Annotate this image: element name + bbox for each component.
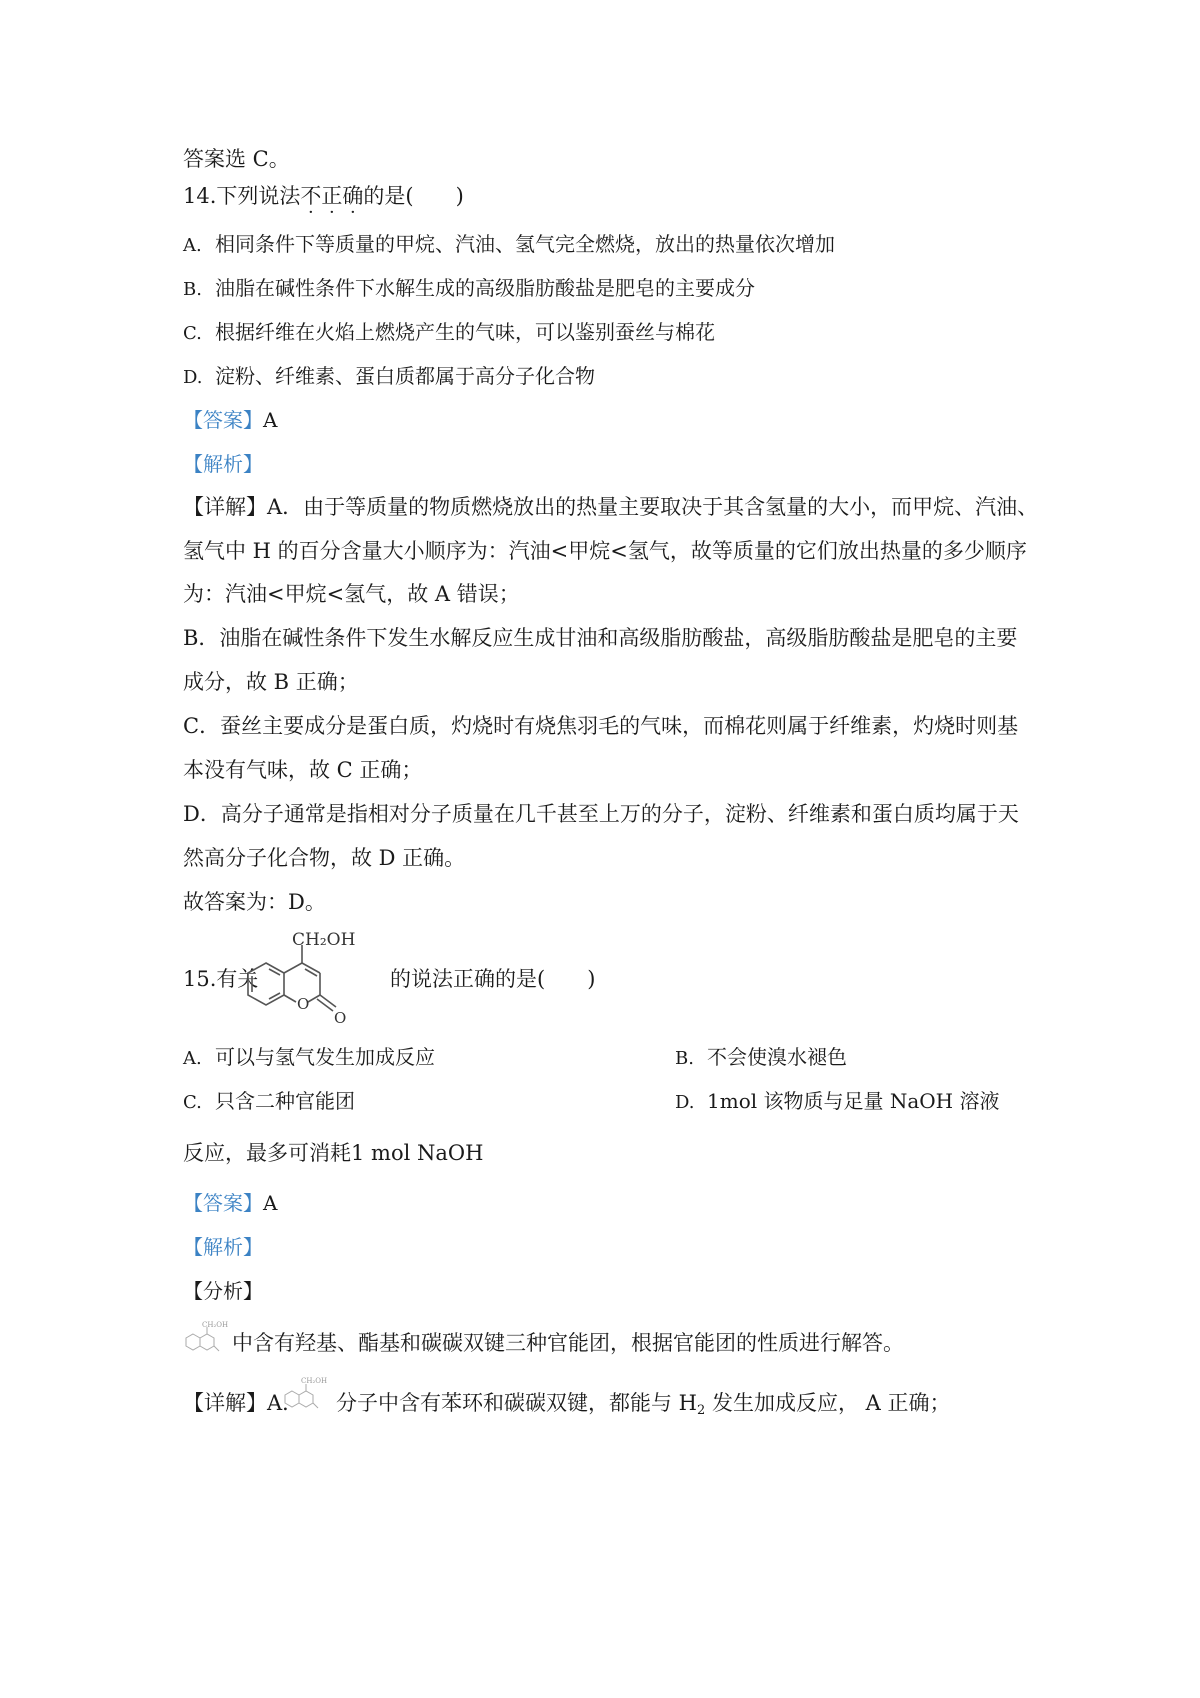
- q15-detail-text: [336, 1390, 950, 1424]
- q14-detail-line: 成分，故 B 正确；: [183, 670, 359, 694]
- q14-final-answer: 故答案为：D。: [183, 890, 326, 914]
- option-text: 可以与氢气发生加成反应: [215, 1045, 435, 1069]
- q14-analysis-tag: 【解析】: [183, 452, 263, 476]
- question-14-stem: [183, 183, 464, 209]
- option-key: C.: [183, 1092, 202, 1113]
- option-key: A.: [183, 1048, 202, 1069]
- option-text: 淀粉、纤维素、蛋白质都属于高分子化合物: [215, 364, 595, 388]
- q14-detail-line: B．油脂在碱性条件下发生水解反应生成甘油和高级脂肪酸盐，高级脂肪酸盐是肥皂的主要: [183, 626, 1018, 650]
- answer-tag: 【答案】: [183, 1191, 263, 1215]
- option-key: D.: [675, 1092, 695, 1113]
- q14-detail-line: C．蚕丝主要成分是蛋白质，灼烧时有烧焦羽毛的气味，而棉花则属于纤维素，灼烧时则基: [183, 714, 1019, 738]
- ring-oxygen-label: O: [297, 995, 310, 1013]
- q14-option-b: [183, 275, 755, 303]
- q14-detail-line: 为：汽油<甲烷<氢气，故 A 错误；: [183, 582, 520, 606]
- q14-option-d: [183, 363, 595, 391]
- q14-answer: [183, 407, 277, 433]
- emphasis-char: 不: [300, 184, 322, 208]
- q15-fenxi-tag: 【分析】: [183, 1279, 263, 1303]
- svg-text:CH₂OH: CH₂OH: [301, 1377, 328, 1385]
- option-text: 不会使溴水褪色: [707, 1045, 847, 1069]
- q15-option-b: [675, 1044, 847, 1072]
- q15-option-c: [183, 1088, 355, 1116]
- option-text: 相同条件下等质量的甲烷、汽油、氢气完全燃烧，放出的热量依次增加: [215, 232, 835, 256]
- option-key: B.: [675, 1048, 694, 1069]
- q15-fenxi-text: 中含有羟基、酯基和碳碳双键三种官能团，根据官能团的性质进行解答。: [232, 1331, 904, 1355]
- q14-option-a: [183, 231, 835, 259]
- ch2oh-label: CH₂OH: [292, 930, 356, 950]
- answer-tag: 【答案】: [183, 408, 263, 432]
- question-15-prefix: 15.有关: [183, 967, 259, 991]
- q15-option-d: [675, 1088, 999, 1116]
- option-text: 1mol 该物质与足量 NaOH 溶液: [707, 1089, 1000, 1113]
- option-key: A.: [183, 235, 202, 256]
- previous-answer: 答案选 C。: [183, 147, 290, 171]
- option-text: 只含二种官能团: [215, 1089, 355, 1113]
- q14-option-c: [183, 319, 715, 347]
- question-15-suffix: 的说法正确的是( ): [390, 967, 596, 991]
- q14-detail-line: D．高分子通常是指相对分子质量在几千甚至上万的分子，淀粉、纤维素和蛋白质均属于天: [183, 802, 1019, 826]
- q14-detail-line: 氢气中 H 的百分含量大小顺序为：汽油<甲烷<氢气，故等质量的它们放出热量的多少顺序: [183, 539, 1027, 563]
- q15-option-d-continued: 反应，最多可消耗1 mol NaOH: [183, 1141, 484, 1165]
- subscript: 2: [697, 1403, 706, 1418]
- question-14-suffix: 的是( ): [363, 184, 464, 208]
- question-14-prefix: 14.下列说法: [183, 184, 301, 208]
- option-key: D.: [183, 367, 203, 388]
- option-text: 根据纤维在火焰上燃烧产生的气味，可以鉴别蚕丝与棉花: [215, 320, 715, 344]
- q14-detail-line: 【详解】A．由于等质量的物质燃烧放出的热量主要取决于其含氢量的大小，而甲烷、汽油、: [183, 495, 1039, 519]
- molecule-thumbnail: [183, 1319, 231, 1359]
- q15-detail-prefix: 【详解】A．: [183, 1391, 304, 1415]
- carbonyl-oxygen-label: O: [334, 1009, 347, 1027]
- svg-text:CH₂OH: CH₂OH: [202, 1321, 229, 1329]
- q15-option-a: [183, 1044, 435, 1072]
- emphasis-char: 正: [321, 184, 343, 208]
- answer-value: A: [263, 408, 278, 432]
- option-text: 油脂在碱性条件下水解生成的高级脂肪酸盐是肥皂的主要成分: [215, 276, 755, 300]
- option-key: B.: [183, 279, 202, 300]
- q14-detail-line: 本没有气味，故 C 正确；: [183, 758, 423, 782]
- q15-answer: [183, 1190, 277, 1216]
- emphasis-char: 确: [342, 184, 364, 208]
- coumarin-structure: [236, 925, 371, 1030]
- option-key: C.: [183, 323, 202, 344]
- detail-text: 分子中含有苯环和碳碳双键，都能与 H: [336, 1391, 697, 1415]
- q15-analysis-tag: 【解析】: [183, 1235, 263, 1259]
- q14-detail-line: 然高分子化合物，故 D 正确。: [183, 846, 466, 870]
- answer-value: A: [263, 1191, 278, 1215]
- molecule-thumbnail: [282, 1374, 332, 1416]
- detail-text-end: 发生加成反应， A 正确；: [705, 1391, 951, 1415]
